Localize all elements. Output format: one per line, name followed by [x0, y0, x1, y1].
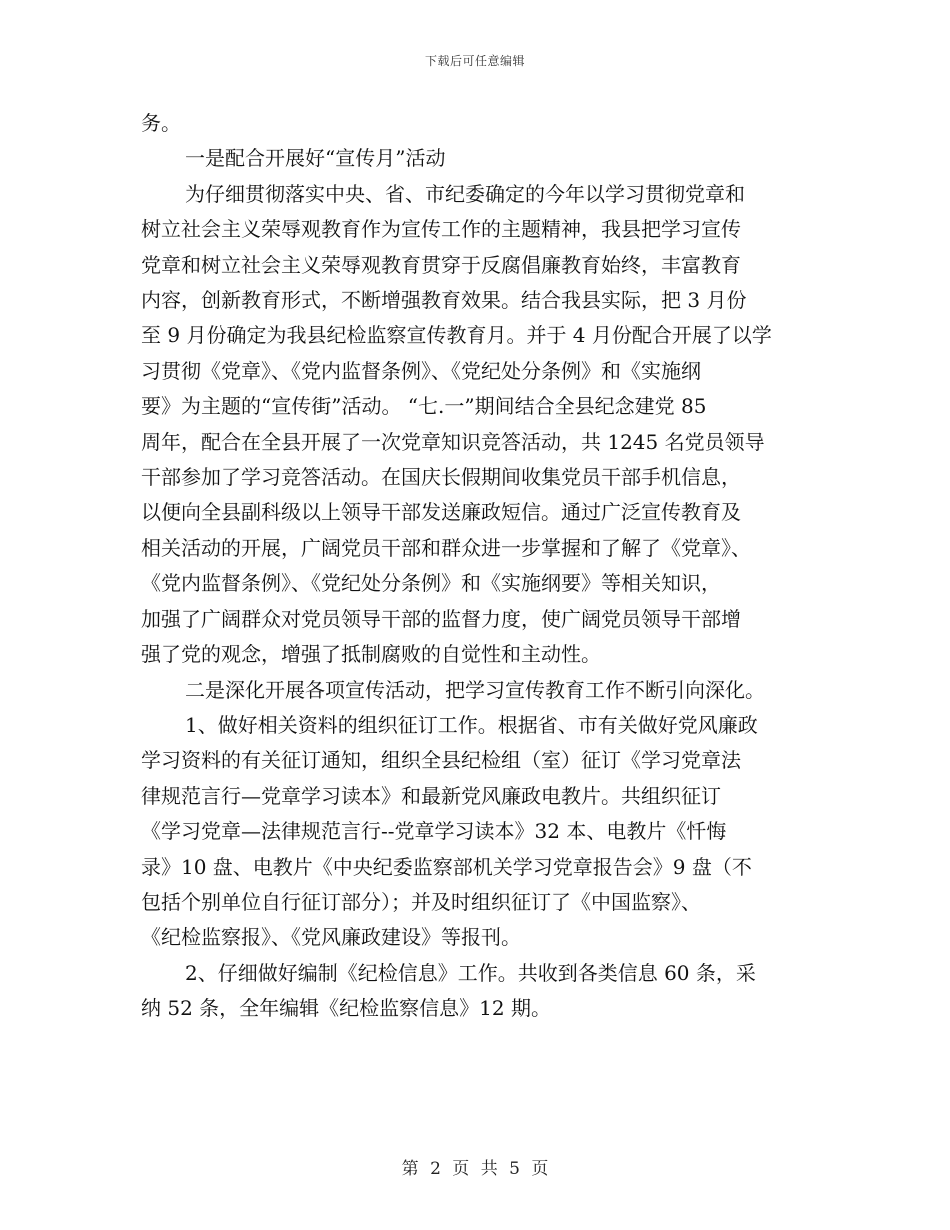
text-line: 2、仔细做好编制《纪检信息》工作。共收到各类信息 60 条，采: [185, 960, 756, 985]
text-line: 录》10 盘、电教片《中央纪委监察部机关学习党章报告会》9 盘（不: [141, 854, 752, 879]
text-line: 包括个别单位自行征订部分）；并及时组织征订了《中国监察》、: [141, 889, 701, 914]
text-line: 党章和树立社会主义荣辱观教育贯穿于反腐倡廉教育始终，丰富教育: [141, 252, 741, 277]
text-line: 为仔细贯彻落实中央、省、市纪委确定的今年以学习贯彻党章和: [185, 181, 745, 206]
text-line: 律规范言行—党章学习读本》和最新党风廉政电教片。共组织征订: [141, 783, 721, 808]
text-line: 至 9 月份确定为我县纪检监察宣传教育月。并于 4 月份配合开展了以学: [141, 323, 772, 348]
text-line: 《纪检监察报》、《党风廉政建设》等报刊。: [141, 925, 521, 950]
text-line: 内容，创新教育形式，不断增强教育效果。结合我县实际，把 3 月份: [141, 288, 747, 313]
section-heading: 二是深化开展各项宣传活动，把学习宣传教育工作不断引向深化。: [185, 677, 765, 702]
text-line: 习贯彻《党章》、《党内监督条例》、《党纪处分条例》和《实施纲: [141, 358, 701, 383]
text-line: 《学习党章—法律规范言行--党章学习读本》32 本、电教片《忏悔: [141, 819, 727, 844]
text-line: 纳 52 条，全年编辑《纪检监察信息》12 期。: [141, 996, 551, 1021]
text-line: 《党内监督条例》、《党纪处分条例》和《实施纲要》等相关知识，: [141, 571, 721, 596]
section-heading: 一是配合开展好“宣传月”活动: [185, 146, 446, 171]
text-line: 要》为主题的“宣传街”活动。 “七.一”期间结合全县纪念建党 85: [141, 394, 707, 419]
text-line: 学习资料的有关征订通知，组织全县纪检组（室）征订《学习党章法: [141, 748, 741, 773]
text-line: 干部参加了学习竞答活动。在国庆长假期间收集党员干部手机信息，: [141, 465, 741, 490]
text-line: 强了党的观念，增强了抵制腐败的自觉性和主动性。: [141, 642, 601, 667]
text-line: 以便向全县副科级以上领导干部发送廉政短信。通过广泛宣传教育及: [141, 500, 741, 525]
text-line: 相关活动的开展，广阔党员干部和群众进一步掌握和了解了《党章》、: [141, 535, 751, 560]
text-line: 加强了广阔群众对党员领导干部的监督力度，使广阔党员领导干部增: [141, 606, 741, 631]
text-line: 树立社会主义荣辱观教育作为宣传工作的主题精神，我县把学习宣传: [141, 217, 741, 242]
text-line: 务。: [141, 111, 181, 135]
page-header: 下载后可任意编辑: [424, 54, 525, 68]
text-line: 周年，配合在全县开展了一次党章知识竞答活动，共 1245 名党员领导: [141, 429, 765, 454]
page-footer: 第 2 页 共 5 页: [401, 1159, 549, 1179]
text-line: 1、做好相关资料的组织征订工作。根据省、市有关做好党风廉政: [185, 712, 758, 737]
body-text: [141, 106, 813, 1027]
